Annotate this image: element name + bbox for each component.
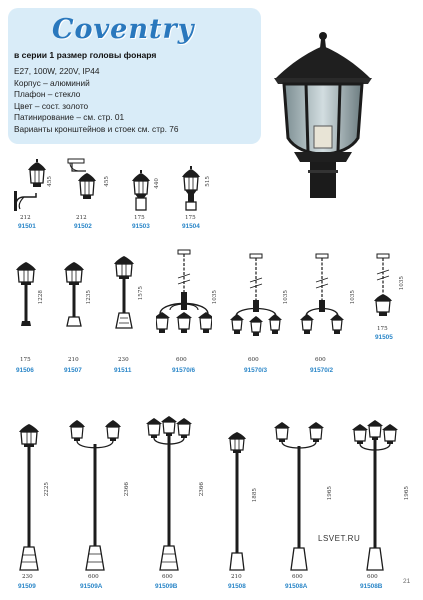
width-dimension: 175: [134, 215, 145, 221]
height-dimension: 440: [154, 178, 160, 189]
product-code: 91505: [375, 334, 393, 341]
product-figure: [372, 252, 394, 322]
spec-line: Патинирование – см. стр. 01: [14, 112, 125, 123]
height-dimension: 1575: [138, 286, 144, 301]
width-dimension: 175: [377, 326, 388, 332]
width-dimension: 210: [68, 357, 79, 363]
height-dimension: 2366: [199, 482, 205, 497]
product-figure: [64, 157, 104, 213]
height-dimension: 1965: [404, 486, 410, 501]
product-code: 91511: [114, 367, 132, 374]
website-label: LSVET.RU: [318, 534, 361, 543]
width-dimension: 175: [20, 357, 31, 363]
series-title: в серии 1 размер головы фонаря: [14, 50, 157, 60]
product-figure: [274, 420, 324, 574]
width-dimension: 600: [176, 357, 187, 363]
product-code: 91507: [64, 367, 82, 374]
product-code: 91508: [228, 583, 246, 590]
product-code: 91504: [182, 223, 200, 230]
product-code: 91503: [132, 223, 150, 230]
product-code: 91570/2: [310, 367, 334, 374]
product-code: 91570/3: [244, 367, 268, 374]
height-dimension: 1965: [327, 486, 333, 501]
spec-line: E27, 100W, 220V, IP44: [14, 66, 100, 76]
height-dimension: 455: [104, 176, 110, 187]
product-figure: [226, 432, 248, 574]
product-code: 91508B: [360, 583, 383, 590]
product-figure: [62, 262, 86, 328]
product-figure: [300, 252, 344, 348]
product-code: 91508A: [285, 583, 308, 590]
height-dimension: 455: [47, 176, 53, 187]
product-figure: [112, 256, 136, 330]
width-dimension: 175: [185, 215, 196, 221]
spec-line: Плафон – стекло: [14, 89, 81, 100]
product-figure: [146, 416, 192, 574]
product-code: 91509: [18, 583, 36, 590]
product-figure: [68, 420, 122, 574]
height-dimension: 1228: [38, 290, 44, 305]
width-dimension: 600: [162, 574, 173, 580]
width-dimension: 600: [88, 574, 99, 580]
height-dimension: 1885: [252, 488, 258, 503]
product-figure: [352, 420, 398, 574]
spec-line: Цвет – сост. золото: [14, 100, 89, 111]
page-number: 21: [403, 578, 411, 585]
product-figure: [14, 262, 38, 328]
product-code: 91502: [74, 223, 92, 230]
product-code: 91570/6: [172, 367, 196, 374]
height-dimension: 1035: [212, 290, 218, 305]
height-dimension: 1035: [283, 290, 289, 305]
spec-list: [14, 66, 178, 136]
height-dimension: 1035: [399, 276, 405, 291]
lantern-photo: [268, 30, 378, 200]
product-code: 91506: [16, 367, 34, 374]
collection-logo: Coventry: [52, 14, 195, 45]
product-code: 91501: [18, 223, 36, 230]
height-dimension: 515: [205, 176, 211, 187]
spec-line: Варианты кронштейнов и стоек см. стр. 76: [14, 123, 179, 134]
width-dimension: 212: [76, 215, 87, 221]
product-figure: [181, 166, 201, 212]
height-dimension: 1035: [350, 290, 356, 305]
width-dimension: 230: [22, 574, 33, 580]
product-figure: [10, 157, 60, 217]
width-dimension: 600: [292, 574, 303, 580]
height-dimension: 2366: [124, 482, 130, 497]
product-code: 91509A: [80, 583, 103, 590]
product-figure: [230, 252, 282, 348]
product-figure: [16, 424, 42, 574]
height-dimension: 1235: [86, 290, 92, 305]
product-figure: [131, 170, 151, 212]
width-dimension: 212: [20, 215, 31, 221]
width-dimension: 210: [231, 574, 242, 580]
width-dimension: 600: [248, 357, 259, 363]
product-figure: [156, 248, 212, 348]
product-code: 91509B: [155, 583, 178, 590]
height-dimension: 2225: [44, 482, 50, 497]
spec-line: Корпус – алюминий: [14, 77, 90, 88]
width-dimension: 600: [367, 574, 378, 580]
width-dimension: 230: [118, 357, 129, 363]
width-dimension: 600: [315, 357, 326, 363]
